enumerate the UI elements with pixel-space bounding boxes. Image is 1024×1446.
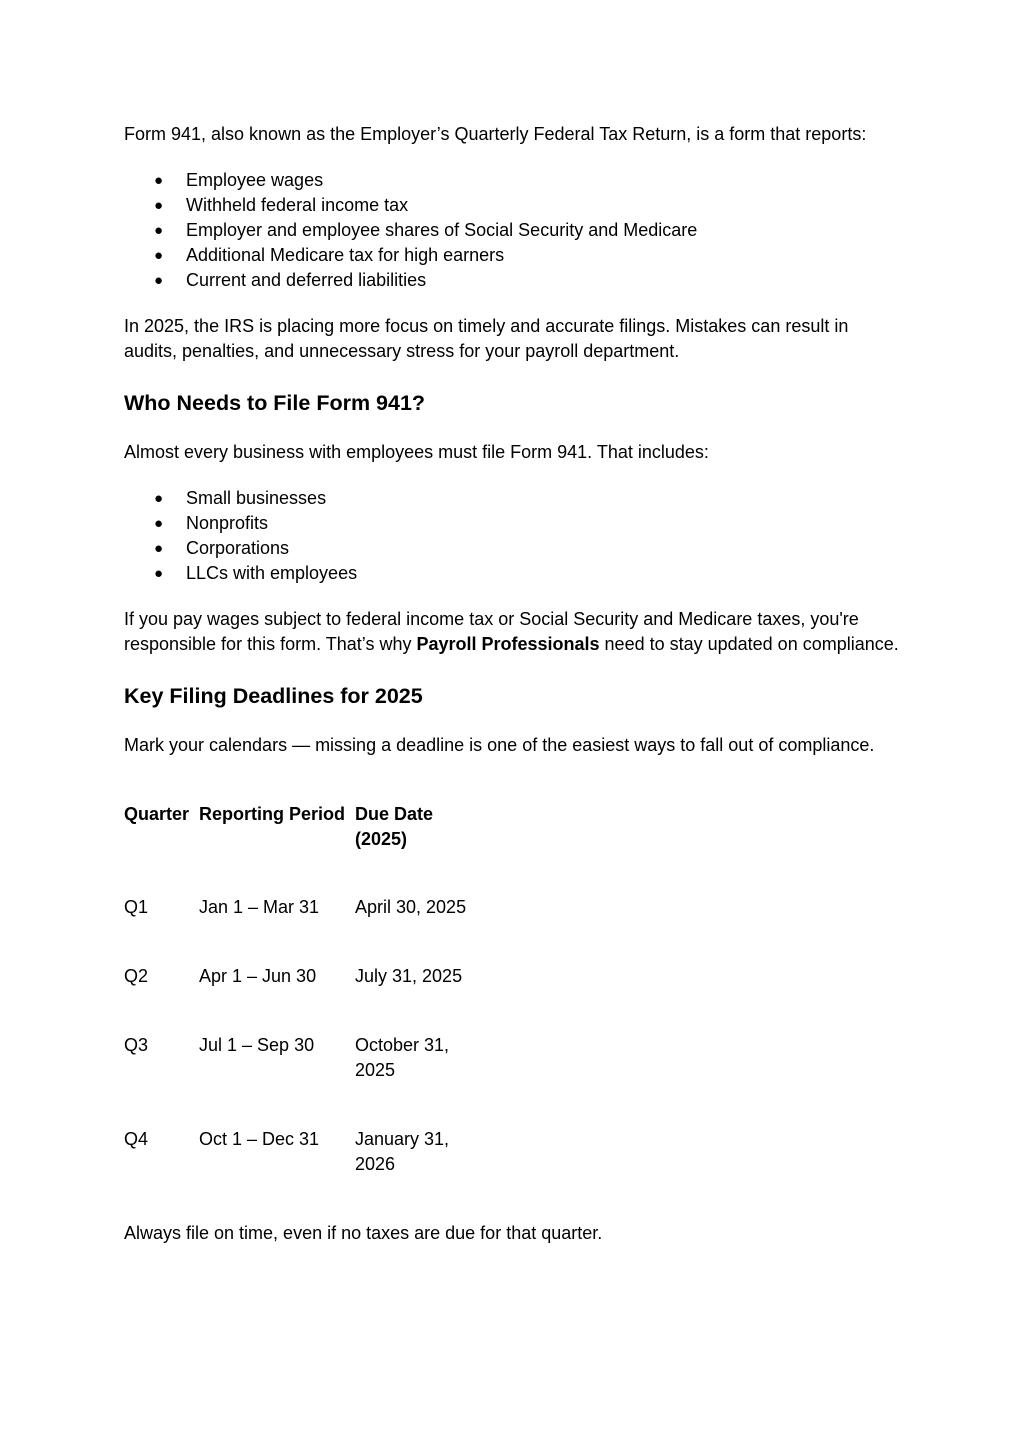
list-item: ● Additional Medicare tax for high earners [124, 243, 904, 268]
table-cell: Apr 1 – Jun 30 [199, 966, 317, 986]
list-item: ● Current and deferred liabilities [124, 268, 904, 293]
table-row [124, 964, 473, 1033]
key-intro-paragraph: Mark your calendars — missing a deadline is one of the easiest ways to fall out of compliance. [124, 735, 875, 755]
table-row [124, 895, 473, 964]
bullet-icon: ● [154, 490, 164, 507]
table-cell: Jul 1 – Sep 30 [199, 1035, 315, 1055]
bullet-icon: ● [154, 540, 164, 557]
list-item: ● Small businesses [124, 486, 904, 511]
deadlines-table [124, 802, 473, 1221]
list-item: ● Employer and employee shares of Social Security and Medicare [124, 218, 904, 243]
table-row [124, 1033, 473, 1127]
table-cell: October 31, 2025 [355, 1035, 450, 1080]
table-cell: January 31, 2026 [355, 1129, 450, 1174]
who-list [124, 486, 904, 586]
list-item: ● Corporations [124, 536, 904, 561]
list-item: ● Nonprofits [124, 511, 904, 536]
bullet-icon: ● [154, 515, 164, 532]
table-cell: Q4 [124, 1129, 149, 1149]
who-heading: Who Needs to File Form 941? [124, 391, 426, 415]
closing-paragraph: Always file on time, even if no taxes are due for that quarter. [124, 1223, 603, 1243]
bullet-icon: ● [154, 222, 164, 239]
intro-paragraph: Form 941, also known as the Employer’s Quarterly Federal Tax Return, is a form that reports: [124, 124, 867, 144]
bold-emphasis: Payroll Professionals [416, 634, 600, 654]
table-cell: Q1 [124, 897, 149, 917]
list-item: ● Employee wages [124, 168, 904, 193]
table-row [124, 1127, 473, 1221]
bullet-icon: ● [154, 197, 164, 214]
table-header-cell: Quarter [124, 804, 190, 824]
focus-paragraph: In 2025, the IRS is placing more focus on timely and accurate filings. Mistakes can result in audits, penalties, and unnecessary stress for your payroll department. [124, 316, 849, 361]
table-cell: Oct 1 – Dec 31 [199, 1129, 320, 1149]
bullet-icon: ● [154, 565, 164, 582]
list-item: ● Withheld federal income tax [124, 193, 904, 218]
table-cell: July 31, 2025 [355, 966, 463, 986]
bullet-icon: ● [154, 272, 164, 289]
who-intro-paragraph: Almost every business with employees must file Form 941. That includes: [124, 442, 709, 462]
table-cell: Q3 [124, 1035, 149, 1055]
table-cell: Q2 [124, 966, 149, 986]
list-item: ● LLCs with employees [124, 561, 904, 586]
responsible-paragraph: If you pay wages subject to federal income tax or Social Security and Medicare taxes, you're responsible for this form. That’s why Payroll Professionals need to stay updated on compliance. [124, 609, 899, 654]
document-body [124, 122, 904, 1246]
table-header-row [124, 802, 473, 895]
table-cell: April 30, 2025 [355, 897, 467, 917]
table-cell: Jan 1 – Mar 31 [199, 897, 320, 917]
table-header-cell: Reporting Period [199, 804, 346, 824]
table-header-cell: Due Date (2025) [355, 804, 434, 849]
bullet-icon: ● [154, 247, 164, 264]
reports-list [124, 168, 904, 293]
bullet-icon: ● [154, 172, 164, 189]
key-deadlines-heading: Key Filing Deadlines for 2025 [124, 684, 423, 708]
